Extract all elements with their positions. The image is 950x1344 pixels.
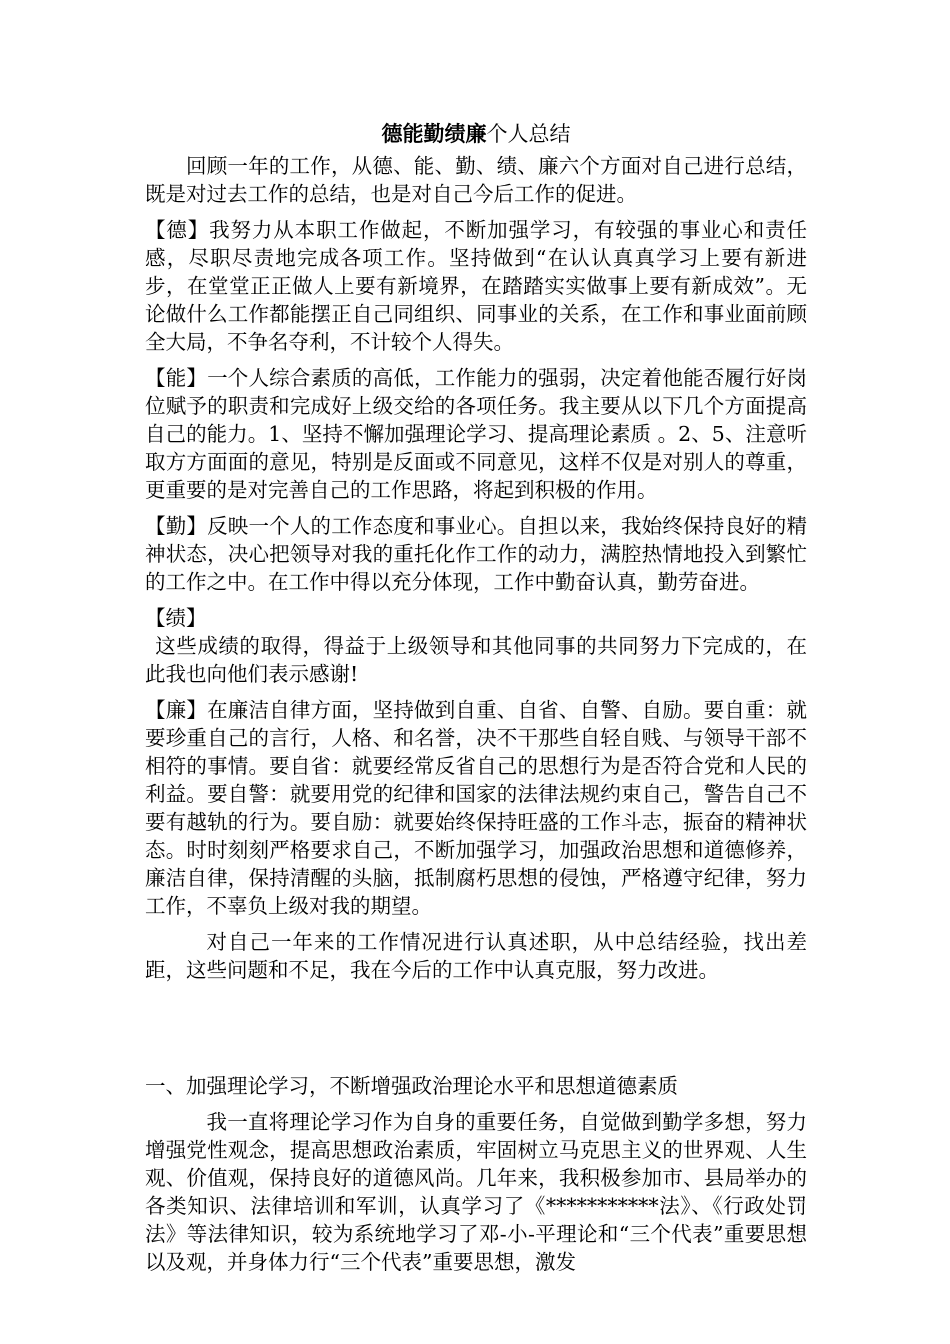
title-rest: 个人总结 xyxy=(486,122,571,146)
closing-paragraph: 对自己一年来的工作情况进行认真述职，从中总结经验，找出差距，这些问题和不足，我在今后的工作中认真克服，努力改进。 xyxy=(145,930,807,982)
neng-paragraph: 【能】一个人综合素质的高低，工作能力的强弱，决定着他能否履行好岗位赋予的职责和完成好上级交给的各项任务。我主要从以下几个方面提高自己的能力。1、坚持不懈加强理论学习、提高理论素质 。2、5、注意听取方方面面的意见，特别是反面或不同意见，这样不仅是对别人的尊重，更重要的是对完善自己的工作思路，将起到积极的作用。 xyxy=(145,366,807,502)
qin-paragraph: 【勤】反映一个人的工作态度和事业心。自担以来，我始终保持良好的精神状态，决心把领导对我的重托化作工作的动力，满腔热情地投入到繁忙的工作之中。在工作中得以充分体现，工作中勤奋认真，勤劳奋进。 xyxy=(145,514,807,594)
spacer xyxy=(145,992,807,1072)
document-page xyxy=(145,118,807,1276)
de-paragraph: 【德】我努力从本职工作做起，不断加强学习，有较强的事业心和责任感，尽职尽责地完成各项工作。坚持做到“在认认真真学习上要有新进步，在堂堂正正做人上要有新境界，在踏踏实实做事上要有新成效”。无论做什么工作都能摆正自己同组织、同事业的关系，在工作和事业面前顾全大局，不争名夺利，不计较个人得失。 xyxy=(145,218,807,354)
ji-paragraph: 这些成绩的取得，得益于上级领导和其他同事的共同努力下完成的，在此我也向他们表示感谢! xyxy=(145,634,807,686)
section1-paragraph: 我一直将理论学习作为自身的重要任务，自觉做到勤学多想，努力增强党性观念，提高思想政治素质，牢固树立马克思主义的世界观、人生观、价值观，保持良好的道德风尚。几年来，我积极参加市、县局举办的各类知识、法律培训和军训，认真学习了《***********法》、《行政处罚法》等法律知识，较为系统地学习了邓-小-平理论和“三个代表”重要思想以及观，并身体力行“三个代表”重要思想，激发 xyxy=(145,1110,807,1274)
section1-heading: 一、加强理论学习，不断增强政治理论水平和思想道德素质 xyxy=(145,1074,678,1098)
title-bold: 德能勤绩廉 xyxy=(381,121,487,146)
lian-paragraph: 【廉】在廉洁自律方面，坚持做到自重、自省、自警、自励。要自重：就要珍重自己的言行，人格、和名誉，决不干那些自轻自贱、与领导干部不相符的事情。要自省：就要经常反省自己的思想行为是否符合党和人民的利益。要自警：就要用党的纪律和国家的法律法规约束自己，警告自己不要有越轨的行为。要自励：就要始终保持旺盛的工作斗志，振奋的精神状态。时时刻刻严格要求自己，不断加强学习，加强政治思想和道德修养，廉洁自律，保持清醒的头脑，抵制腐朽思想的侵蚀，严格遵守纪律，努力工作，不辜负上级对我的期望。 xyxy=(145,698,807,918)
ji-heading: 【绩】 xyxy=(145,606,207,630)
intro-paragraph: 回顾一年的工作，从德、能、勤、绩、廉六个方面对自己进行总结，既是对过去工作的总结，也是对自己今后工作的促进。 xyxy=(145,154,807,206)
document-title xyxy=(145,118,807,150)
